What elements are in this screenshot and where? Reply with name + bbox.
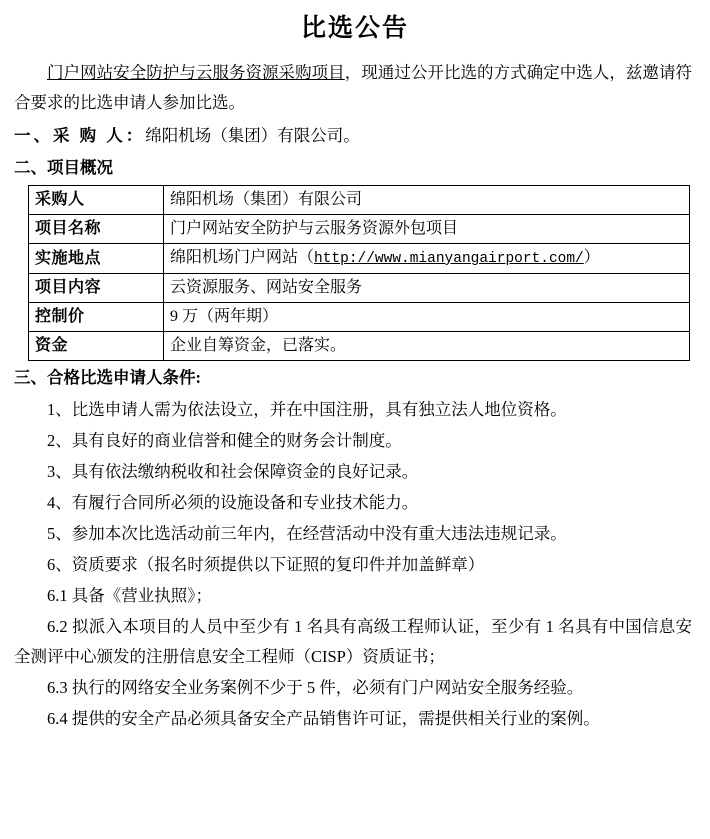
table-row [29,303,690,332]
page-title: 比选公告 [300,15,409,42]
intro-paragraph [14,58,692,118]
intro-project-name: 门户网站安全防护与云服务资源采购项目 [47,63,345,82]
website-link[interactable]: http://www.mianyangairport.com/ [314,251,584,267]
table-cell-label: 项目名称 [29,215,164,244]
condition-item-5: 5、参加本次比选活动前三年内，在经营活动中没有重大违法违规记录。 [47,524,567,543]
condition-subitem-6-1: 6.1 具备《营业执照》； [47,586,212,605]
table-row [29,332,690,361]
document-page [0,8,710,839]
table-row [29,244,690,274]
condition-item-2: 2、具有良好的商业信誉和健全的财务会计制度。 [47,431,402,450]
section-1-label: 一、采 购 人： [14,126,146,145]
condition-subitem-6-2: 6.2 拟派入本项目的人员中至少有 1 名具有高级工程师认证，至少有 1 名具有中国信息安全测评中心颁发的注册信息安全工程师（CISP）资质证书； [14,617,692,666]
table-cell-value: 绵阳机场（集团）有限公司 [164,186,690,215]
section-3-heading: 三、合格比选申请人条件: [14,368,201,387]
table-cell-value: 企业自筹资金，已落实。 [164,332,690,361]
site-prefix: 绵阳机场门户网站（ [170,249,315,266]
table-cell-label: 实施地点 [29,244,164,274]
condition-item-3: 3、具有依法缴纳税收和社会保障资金的良好记录。 [47,462,419,481]
table-cell-label: 采购人 [29,186,164,215]
condition-item-6: 6、资质要求（报名时须提供以下证照的复印件并加盖鲜章） [47,555,485,574]
table-cell-label: 控制价 [29,303,164,332]
site-suffix: ） [583,249,600,266]
table-cell-value: 云资源服务、网站安全服务 [164,274,690,303]
table-cell-label: 项目内容 [29,274,164,303]
table-cell-value-with-link [164,244,690,274]
table-row [29,274,690,303]
table-row [29,186,690,215]
table-row [29,215,690,244]
intro-rest: ，现通过公开比选的方式确定中选人，兹邀请符合要求的比选申请人参加比选。 [14,63,693,112]
condition-subitem-6-3: 6.3 执行的网络安全业务案例不少于 5 件，必须有门户网站安全服务经验。 [47,678,584,697]
table-cell-label: 资金 [29,332,164,361]
table-cell-value: 9 万（两年期） [164,303,690,332]
condition-item-1: 1、比选申请人需为依法设立，并在中国注册，具有独立法人地位资格。 [47,400,567,419]
document-body [0,58,710,734]
section-1-value: 绵阳机场（集团）有限公司。 [145,126,360,145]
project-overview-table [28,185,690,361]
condition-item-4: 4、有履行合同所必须的设施设备和专业技术能力。 [47,493,419,512]
condition-subitem-6-4: 6.4 提供的安全产品必须具备安全产品销售许可证，需提供相关行业的案例。 [47,709,600,728]
table-cell-value: 门户网站安全防护与云服务资源外包项目 [164,215,690,244]
section-2-heading: 二、项目概况 [14,158,113,177]
section-1-heading [14,121,692,151]
